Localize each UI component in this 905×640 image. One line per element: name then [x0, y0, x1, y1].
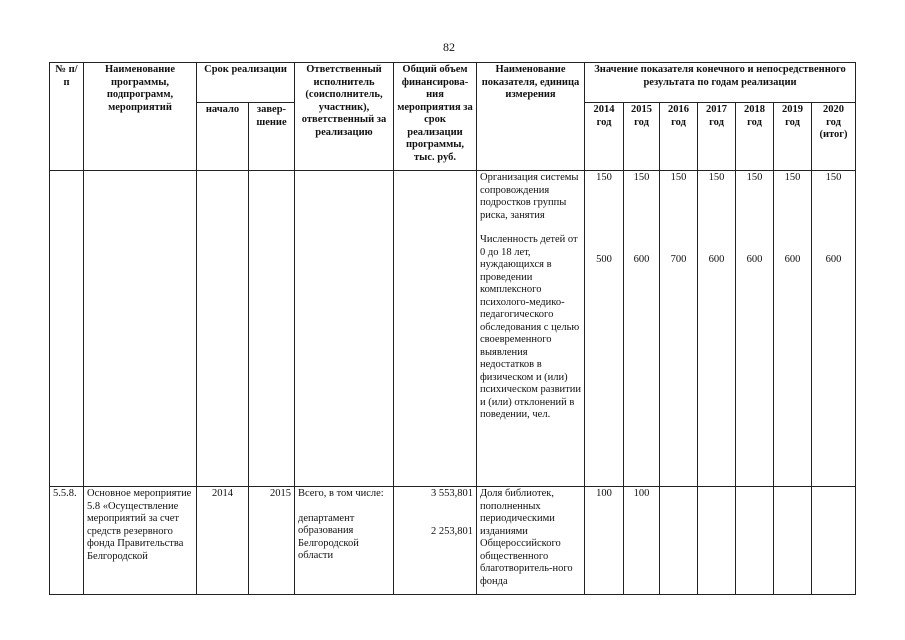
value-cell-2019	[774, 171, 812, 487]
value: 150	[825, 172, 842, 183]
funding-dept: 2 253,801	[431, 525, 473, 537]
value-cell-2018	[736, 171, 774, 487]
value-cell-2019	[774, 487, 812, 595]
value: 600	[746, 253, 763, 265]
value-cell-2016	[660, 487, 698, 595]
responsible-total: Всего, в том числе:	[298, 488, 384, 499]
header-term-start: начало	[197, 103, 249, 171]
row-number: 5.5.8.	[50, 487, 84, 595]
value: 150	[708, 172, 725, 183]
value: 600	[633, 253, 650, 265]
value-cell-2020	[812, 171, 856, 487]
header-year-2018: 2018 год	[736, 103, 774, 171]
term-start: 2014	[197, 487, 249, 595]
value-cell-2014	[585, 171, 624, 487]
value: 500	[596, 253, 612, 265]
header-year-2016: 2016 год	[660, 103, 698, 171]
header-year-2014: 2014 год	[585, 103, 624, 171]
value-cell-2017	[698, 171, 736, 487]
header-responsible: Ответственный исполнитель (соисполнитель, участник), ответственный за реализацию	[295, 63, 394, 171]
header-name: Наименование программы, подпрограмм, мероприятий	[84, 63, 197, 171]
cell-empty	[295, 171, 394, 487]
value-cell-2014: 100	[585, 487, 624, 595]
header-funding: Общий объем финансирова-ния мероприятия за срок реализации программы, тыс. руб.	[394, 63, 477, 171]
cell-empty	[394, 171, 477, 487]
header-indicator: Наименование показателя, единица измерения	[477, 63, 585, 171]
value-cell-2020	[812, 487, 856, 595]
page-number: 82	[443, 40, 455, 54]
term-end: 2015	[249, 487, 295, 595]
header-num: № п/п	[50, 63, 84, 171]
value: 150	[670, 172, 687, 183]
indicator-text: Доля библиотек, пополненных периодическими изданиями Общероссийского общественного благотворитель-ного фонда	[477, 487, 585, 595]
program-table	[49, 62, 856, 595]
value: 150	[596, 172, 612, 183]
funding-cell	[394, 487, 477, 595]
header-term: Срок реализации	[197, 63, 295, 103]
cell-empty	[84, 171, 197, 487]
value: 700	[670, 253, 687, 265]
header-year-2019: 2019 год	[774, 103, 812, 171]
table-row	[50, 171, 856, 487]
value: 600	[825, 253, 842, 265]
value: 600	[784, 253, 801, 265]
header-year-2020: 2020 год (итог)	[812, 103, 856, 171]
value: 150	[784, 172, 801, 183]
table-row	[50, 487, 856, 595]
cell-empty	[197, 171, 249, 487]
cell-empty	[249, 171, 295, 487]
responsible-dept: департамент образования Белгородской области	[298, 512, 359, 561]
responsible-cell	[295, 487, 394, 595]
value: 600	[708, 253, 725, 265]
header-year-2017: 2017 год	[698, 103, 736, 171]
value-cell-2015: 100	[624, 487, 660, 595]
funding-total: 3 553,801	[431, 488, 473, 499]
value-cell-2016	[660, 171, 698, 487]
header-year-2015: 2015 год	[624, 103, 660, 171]
header-term-end: завер-шение	[249, 103, 295, 171]
indicator-text: Организация системы сопровождения подростков группы риска, занятия	[480, 172, 579, 221]
value: 150	[633, 172, 650, 183]
value-cell-2018	[736, 487, 774, 595]
value-cell-2017	[698, 487, 736, 595]
indicator-cell	[477, 171, 585, 487]
value-cell-2015	[624, 171, 660, 487]
cell-empty	[50, 171, 84, 487]
value: 150	[746, 172, 763, 183]
indicator-text: Численность детей от 0 до 18 лет, нуждающихся в проведении комплексного психолого-медико-педагогического обследования с целью своевременного выявления недостатков в физическом и (или) психическом развитии и (или) отклонений в поведении, чел.	[480, 234, 581, 420]
header-values-group: Значение показателя конечного и непосредственного результата по годам реализации	[585, 63, 856, 103]
activity-name: Основное мероприятие 5.8 «Осуществление мероприятий за счет средств резервного фонда Правительства Белгородской	[84, 487, 197, 595]
